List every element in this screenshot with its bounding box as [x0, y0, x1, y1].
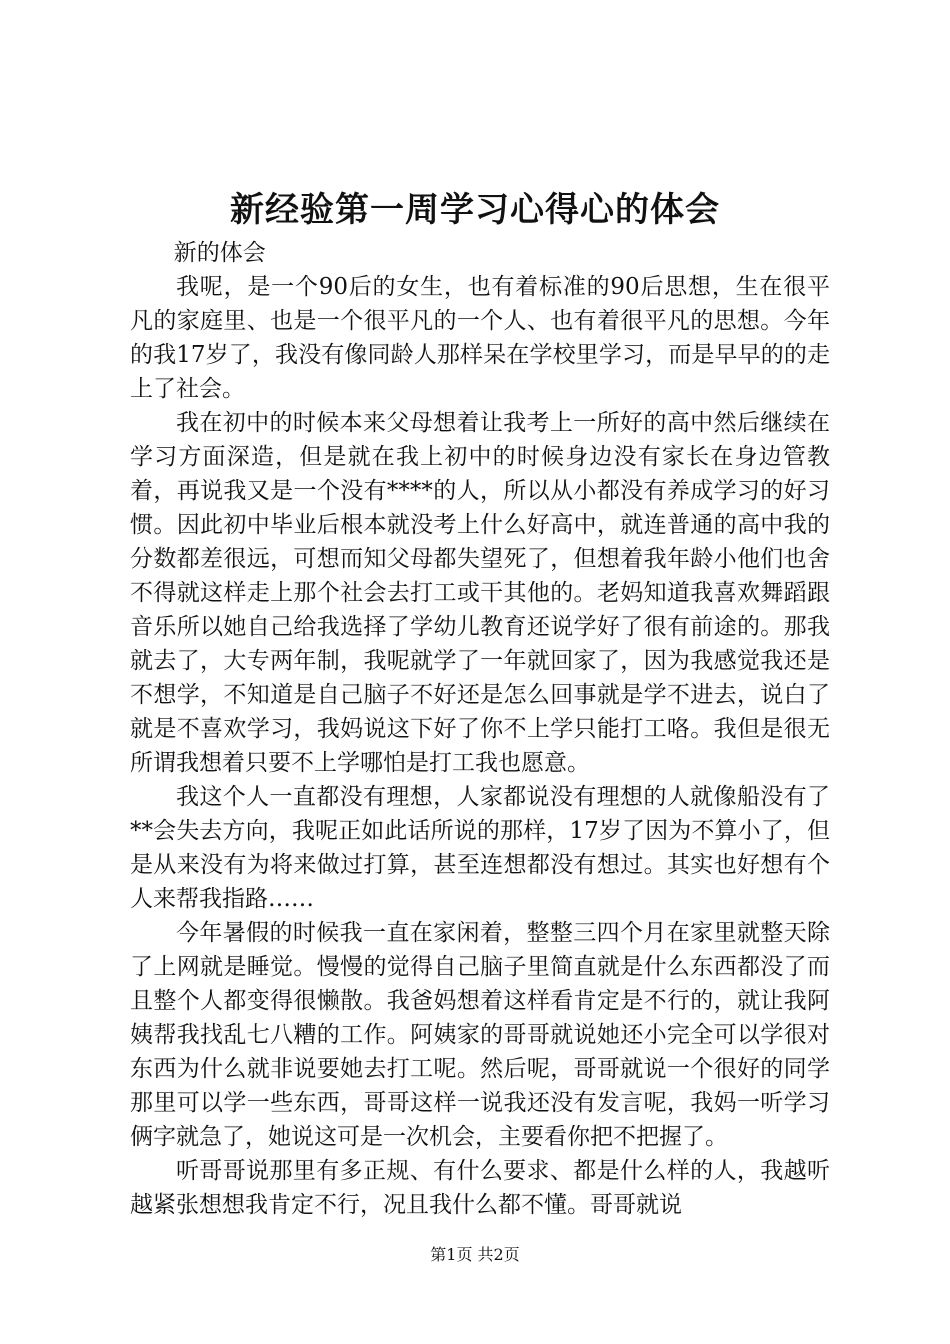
- paragraph: 我这个人一直都没有理想，人家都说没有理想的人就像船没有了**会失去方向，我呢正如此话所说的那样，17岁了因为不算小了，但是从来没有为将来做过打算，甚至连想都没有想过。其实也好想有个人来帮我指路……: [130, 784, 830, 912]
- paragraph: 听哥哥说那里有多正规、有什么要求、都是什么样的人，我越听越紧张想想我肯定不行，况且我什么都不懂。哥哥就说: [130, 1158, 830, 1218]
- paragraph: 今年暑假的时候我一直在家闲着，整整三四个月在家里就整天除了上网就是睡觉。慢慢的觉得自己脑子里简直就是什么东西都没了而且整个人都变得很懒散。我爸妈想着这样看肯定是不行的，就让我阿姨帮我找乱七八糟的工作。阿姨家的哥哥就说她还小完全可以学很对东西为什么就非说要她去打工呢。然后呢，哥哥就说一个很好的同学那里可以学一些东西，哥哥这样一说我还没有发言呢，我妈一听学习俩字就急了，她说这可是一次机会，主要看你把不把握了。: [130, 920, 830, 1150]
- document-body: [130, 236, 830, 1222]
- paragraph-subtitle: 新的体会: [173, 240, 266, 266]
- paragraph: 我在初中的时候本来父母想着让我考上一所好的高中然后继续在学习方面深造，但是就在我上初中的时候身边没有家长在身边管教着，再说我又是一个没有****的人，所以从小都没有养成学习的好习惯。因此初中毕业后根本就没考上什么好高中，就连普通的高中我的分数都差很远，可想而知父母都失望死了，但想着我年龄小他们也舍不得就这样走上那个社会去打工或干其他的。老妈知道我喜欢舞蹈跟音乐所以她自己给我选择了学幼儿教育还说学好了很有前途的。那我就去了，大专两年制，我呢就学了一年就回家了，因为我感觉我还是不想学，不知道是自己脑子不好还是怎么回事就是学不进去，说白了就是不喜欢学习，我妈说这下好了你不上学只能打工咯。我但是很无所谓我想着只要不上学哪怕是打工我也愿意。: [130, 410, 830, 776]
- paragraph: 我呢，是一个90后的女生，也有着标准的90后思想，生在很平凡的家庭里、也是一个很平凡的一个人、也有着很平凡的思想。今年的我17岁了，我没有像同龄人那样呆在学校里学习，而是早早的的走上了社会。: [130, 274, 830, 402]
- page-number-footer: 第1页 共2页: [430, 1245, 520, 1264]
- document-title: 新经验第一周学习心得心的体会: [230, 190, 720, 230]
